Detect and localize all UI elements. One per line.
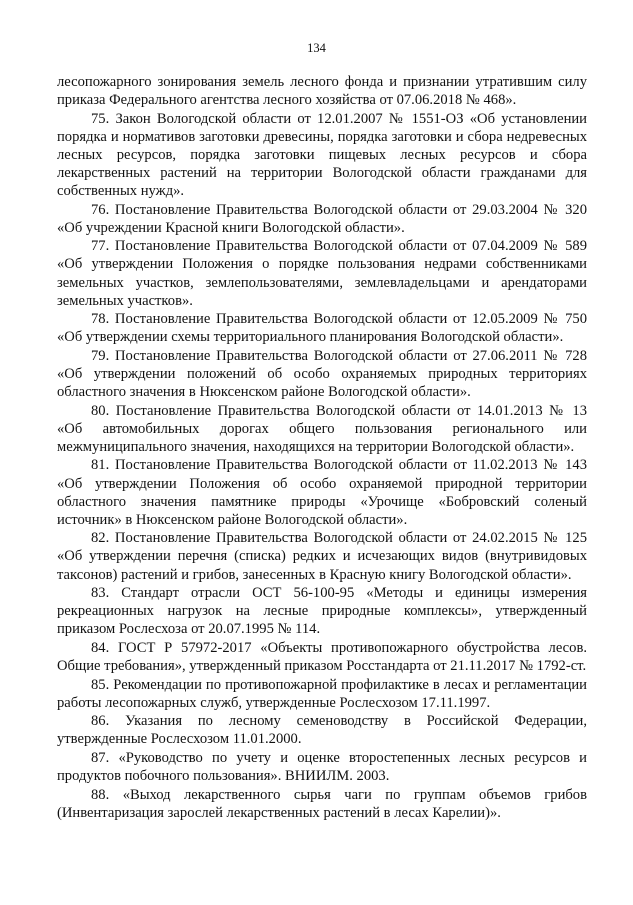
list-item-87: 87. «Руководство по учету и оценке второстепенных лесных ресурсов и продуктов побочного пользования». ВНИИЛМ. 2003. xyxy=(57,749,587,785)
list-item-77: 77. Постановление Правительства Вологодской области от 07.04.2009 № 589 «Об утверждении Положения о порядке пользования недрами собственниками земельных участков, землепользователями, землевладельцами и арендаторами земельных участков». xyxy=(57,238,587,309)
list-item-79: 79. Постановление Правительства Вологодской области от 27.06.2011 № 728 «Об утверждении положений об особо охраняемых природных территориях областного значения в Нюксенском районе Вологодской области». xyxy=(57,347,587,401)
list-item-85: 85. Рекомендации по противопожарной профилактике в лесах и регламентации работы лесопожарных служб, утвержденные Рослесхозом 17.11.1997. xyxy=(57,676,587,711)
list-item-76: 76. Постановление Правительства Вологодской области от 29.03.2004 № 320 «Об учреждении Красной книги Вологодской области». xyxy=(57,201,587,236)
paragraph-continuation: лесопожарного зонирования земель лесного фонда и признании утратившим силу приказа Федерального агентства лесного хозяйства от 07.06.2018 № 468». xyxy=(57,74,587,109)
page-number: 134 xyxy=(307,41,326,55)
list-item-86: 86. Указания по лесному семеноводству в Российской Федерации, утвержденные Рослесхозом 11.01.2000. xyxy=(57,713,587,748)
list-item-78: 78. Постановление Правительства Вологодской области от 12.05.2009 № 750 «Об утверждении схемы территориального планирования Вологодской области». xyxy=(57,311,587,346)
list-item-88: 88. «Выход лекарственного сырья чаги по группам объемов грибов (Инвентаризация зарослей лекарственных растений в лесах Карелии)». xyxy=(57,786,587,821)
list-item-83: 83. Стандарт отрасли ОСТ 56-100-95 «Методы и единицы измерения рекреационных нагрузок на лесные природные комплексы», утвержденный приказом Рослесхоза от 20.07.1995 № 114. xyxy=(57,585,587,638)
list-item-81: 81. Постановление Правительства Вологодской области от 11.02.2013 № 143 «Об утверждении Положения об особо охраняемой природной территории областного значения памятнике природы «Урочище «Бобровский соленый источник» в Нюксенском районе Вологодской области». xyxy=(57,457,587,528)
list-item-82: 82. Постановление Правительства Вологодской области от 24.02.2015 № 125 «Об утверждении перечня (списка) редких и исчезающих видов (внутривидовых таксонов) растений и грибов, занесенных в Красную книгу Вологодской области». xyxy=(57,530,587,583)
list-item-84: 84. ГОСТ Р 57972-2017 «Объекты противопожарного обустройства лесов. Общие требования», утвержденный приказом Росстандарта от 21.11.2017 № 1792-ст. xyxy=(57,639,587,674)
document-body xyxy=(57,73,587,822)
list-item-75: 75. Закон Вологодской области от 12.01.2007 № 1551-ОЗ «Об установлении порядка и нормативов заготовки древесины, порядка заготовки и сбора недревесных лесных ресурсов, порядка заготовки пищевых лесных ресурсов и сбора лекарственных растений на территории Вологодской области гражданами для собственных нужд». xyxy=(57,110,587,200)
list-item-80: 80. Постановление Правительства Вологодской области от 14.01.2013 № 13 «Об автомобильных дорогах общего пользования регионального или межмуниципального значения, находящихся на территории Вологодской области». xyxy=(57,402,587,455)
